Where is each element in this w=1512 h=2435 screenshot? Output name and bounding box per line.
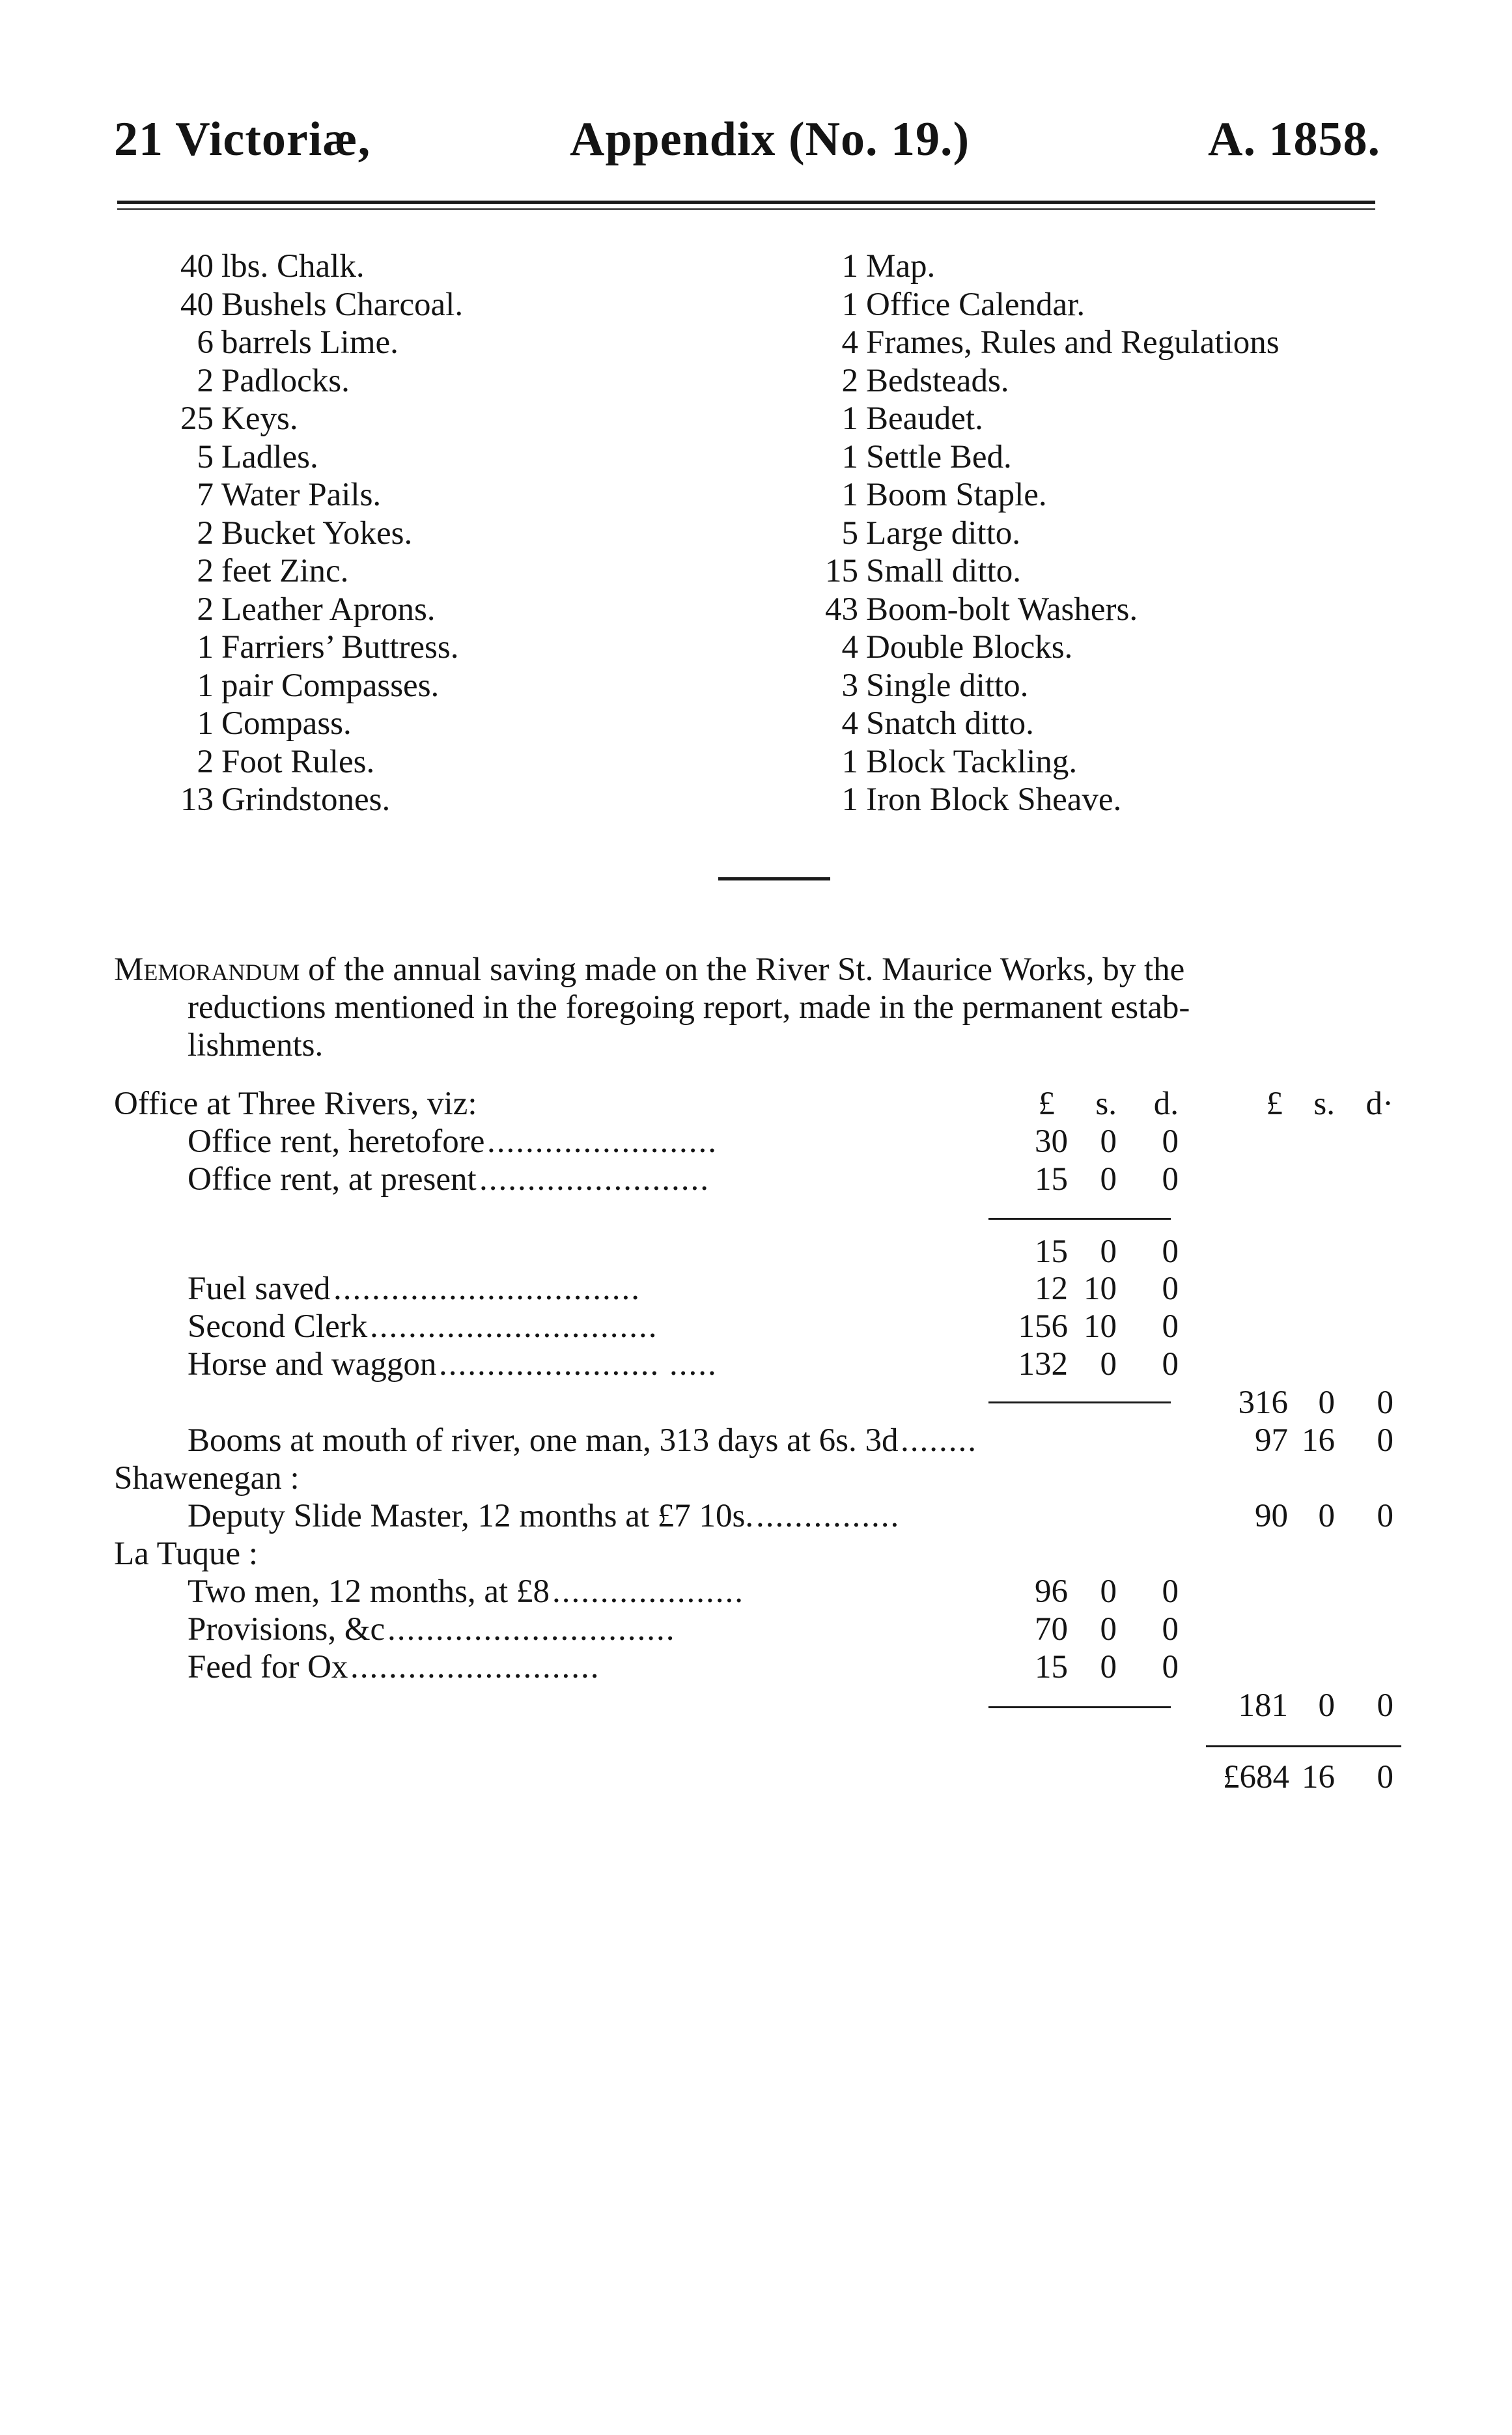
amount-pounds: 12	[1035, 1271, 1068, 1307]
inventory-item	[820, 400, 1280, 438]
leader-dots: ........................	[487, 1123, 718, 1160]
inventory-item	[820, 591, 1280, 629]
leader-dots: ....................	[552, 1573, 744, 1610]
inventory-description: Block Tackling.	[866, 743, 1078, 780]
line-item-label: Booms at mouth of river, one man, 313 days at 6s. 3d	[188, 1422, 899, 1459]
inventory-item	[820, 286, 1280, 324]
line-item-label: Horse and waggon	[188, 1346, 437, 1383]
amount-shillings: 10	[1084, 1308, 1117, 1345]
header-center: Appendix (No. 19.)	[570, 113, 970, 166]
inventory-description: Single ditto.	[866, 667, 1029, 704]
inventory-item	[176, 400, 463, 438]
inventory-item	[176, 324, 463, 362]
amount-pounds: 316	[1238, 1385, 1288, 1421]
line-item-label: Fuel saved	[188, 1271, 331, 1307]
col-header-pence: d.	[1153, 1086, 1179, 1122]
inventory-quantity: 2	[197, 514, 214, 552]
inventory-item	[820, 781, 1280, 819]
inventory-quantity: 1	[197, 705, 214, 742]
amount-pounds: 132	[1018, 1346, 1068, 1383]
inventory-description: Settle Bed.	[866, 438, 1012, 475]
col-header-pence-2: d·	[1365, 1086, 1393, 1122]
inventory-description: Boom Staple.	[866, 477, 1047, 513]
amount-shillings: 16	[1302, 1422, 1335, 1459]
inventory-quantity: 13	[180, 781, 214, 818]
inventory-quantity: 1	[841, 743, 858, 780]
inventory-description: barrels Lime.	[221, 324, 399, 361]
la-tuque-column-rule	[988, 1706, 1171, 1708]
inventory-description: Double Blocks.	[866, 629, 1073, 666]
inventory-right-column	[820, 247, 1280, 819]
inventory-quantity: 1	[197, 629, 214, 666]
amount-shillings: 0	[1100, 1611, 1117, 1648]
amount-pence: 0	[1162, 1233, 1179, 1270]
amount-pounds: 97	[1255, 1422, 1288, 1459]
amount-pounds: 181	[1238, 1687, 1288, 1724]
amount-pence: 0	[1377, 1687, 1393, 1724]
inventory-description: feet Zinc.	[221, 553, 349, 589]
inventory-quantity: 43	[825, 591, 858, 628]
inventory-quantity: 2	[197, 591, 214, 628]
amount-pence: 0	[1162, 1123, 1179, 1160]
leader-dots: ....................... .....	[439, 1346, 718, 1383]
amount-pence: 0	[1162, 1271, 1179, 1307]
inventory-description: Compass.	[221, 705, 352, 742]
inventory-item	[820, 476, 1280, 514]
inventory-item	[820, 705, 1280, 743]
section-divider	[718, 877, 830, 880]
memorandum-line-1	[114, 951, 1184, 989]
amount-pounds: 96	[1035, 1573, 1068, 1610]
inventory-quantity: 1	[197, 667, 214, 704]
amount-pence: 0	[1377, 1498, 1393, 1534]
amount-pounds: 30	[1035, 1123, 1068, 1160]
inventory-quantity: 1	[841, 438, 858, 475]
inventory-item	[820, 324, 1280, 362]
amount-pounds: 15	[1035, 1649, 1068, 1685]
leader-dots: ................................	[333, 1271, 641, 1307]
inventory-description: Map.	[866, 248, 936, 285]
inventory-item	[176, 667, 463, 705]
inventory-description: pair Compasses.	[221, 667, 440, 704]
amount-pence: 0	[1162, 1346, 1179, 1383]
amount-pounds: 15	[1035, 1233, 1068, 1270]
inventory-description: Padlocks.	[221, 362, 350, 399]
inventory-description: Frames, Rules and Regulations	[866, 324, 1280, 361]
line-item-label: Second Clerk	[188, 1308, 368, 1345]
office-heading: Office at Three Rivers, viz:	[114, 1086, 477, 1122]
inventory-item	[820, 362, 1280, 401]
amount-pounds: £684	[1223, 1759, 1289, 1795]
amount-shillings: 0	[1100, 1233, 1117, 1270]
header-rule-thick	[117, 201, 1375, 204]
inventory-item	[176, 628, 463, 667]
amount-pence: 0	[1162, 1611, 1179, 1648]
inventory-item	[176, 514, 463, 553]
inventory-quantity: 5	[197, 438, 214, 475]
inventory-quantity: 4	[841, 705, 858, 742]
inventory-quantity: 25	[180, 401, 214, 437]
inventory-quantity: 40	[180, 248, 214, 285]
amount-pounds: 15	[1035, 1161, 1068, 1198]
col-header-pound: £	[1038, 1086, 1055, 1122]
inventory-description: Leather Aprons.	[221, 591, 436, 628]
inventory-description: Iron Block Sheave.	[866, 781, 1122, 818]
header-rule-thin	[117, 208, 1375, 210]
inventory-quantity: 7	[197, 477, 214, 513]
inventory-quantity: 1	[841, 781, 858, 818]
amount-pence: 0	[1162, 1308, 1179, 1345]
inventory-item	[176, 705, 463, 743]
inventory-quantity: 1	[841, 401, 858, 437]
inventory-quantity: 2	[197, 553, 214, 589]
inventory-description: Beaudet.	[866, 401, 983, 437]
amount-shillings: 16	[1302, 1759, 1335, 1795]
line-item-label: Deputy Slide Master, 12 months at £7 10s.	[188, 1498, 754, 1534]
section-heading: La Tuque :	[114, 1536, 259, 1572]
inventory-item	[820, 552, 1280, 591]
inventory-item	[176, 591, 463, 629]
memorandum-line-3: lishments.	[188, 1027, 324, 1063]
inventory-item	[176, 362, 463, 401]
inventory-quantity: 6	[197, 324, 214, 361]
inventory-quantity: 2	[841, 362, 858, 399]
amount-pence: 0	[1377, 1422, 1393, 1459]
memorandum-lead: Memorandum	[114, 951, 300, 988]
inventory-description: lbs. Chalk.	[221, 248, 365, 285]
inventory-description: Boom-bolt Washers.	[866, 591, 1138, 628]
inventory-item	[176, 286, 463, 324]
inventory-quantity: 2	[197, 743, 214, 780]
inventory-item	[176, 552, 463, 591]
inventory-item	[176, 781, 463, 819]
col-header-shillings: s.	[1095, 1086, 1117, 1122]
inventory-quantity: 4	[841, 324, 858, 361]
amount-pence: 0	[1162, 1649, 1179, 1685]
leader-dots: ..............................	[370, 1308, 658, 1345]
inventory-description: Grindstones.	[221, 781, 391, 818]
inventory-item	[176, 247, 463, 286]
inventory-item	[820, 247, 1280, 286]
inventory-item	[176, 438, 463, 477]
line-item-label: Office rent, heretofore	[188, 1123, 485, 1160]
inventory-description: Water Pails.	[221, 477, 382, 513]
amount-shillings: 0	[1100, 1573, 1117, 1610]
inventory-quantity: 3	[841, 667, 858, 704]
line-item-label: Provisions, &c	[188, 1611, 385, 1648]
inventory-item	[820, 667, 1280, 705]
grand-total-rule	[1206, 1745, 1401, 1747]
inventory-item	[820, 438, 1280, 477]
inventory-quantity: 2	[197, 362, 214, 399]
inventory-description: Keys.	[221, 401, 298, 437]
memorandum-text-1: of the annual saving made on the River St. Maurice Works, by the	[300, 951, 1185, 988]
line-item-label: Office rent, at present	[188, 1161, 477, 1198]
memorandum-line-2: reductions mentioned in the foregoing report, made in the permanent estab-	[188, 989, 1190, 1026]
amount-shillings: 0	[1100, 1123, 1117, 1160]
amount-pence: 0	[1162, 1573, 1179, 1610]
inventory-description: Ladles.	[221, 438, 318, 475]
first-column-rule	[988, 1401, 1171, 1403]
header-right: A. 1858.	[1208, 113, 1380, 166]
inventory-description: Small ditto.	[866, 553, 1022, 589]
amount-pounds: 156	[1018, 1308, 1068, 1345]
inventory-item	[820, 743, 1280, 781]
amount-shillings: 0	[1318, 1385, 1335, 1421]
inventory-item	[176, 743, 463, 781]
inventory-item	[820, 514, 1280, 553]
inventory-description: Snatch ditto.	[866, 705, 1034, 742]
inventory-item	[820, 628, 1280, 667]
amount-shillings: 0	[1100, 1161, 1117, 1198]
amount-pence: 0	[1377, 1385, 1393, 1421]
amount-pence: 0	[1162, 1161, 1179, 1198]
amount-pence: 0	[1377, 1759, 1393, 1795]
inventory-quantity: 1	[841, 286, 858, 323]
amount-shillings: 10	[1084, 1271, 1117, 1307]
inventory-description: Large ditto.	[866, 514, 1020, 552]
amount-shillings: 0	[1318, 1498, 1335, 1534]
amount-pounds: 70	[1035, 1611, 1068, 1648]
leader-dots: ..............................	[387, 1611, 676, 1648]
inventory-description: Bedsteads.	[866, 362, 1009, 399]
inventory-description: Farriers’ Buttress.	[221, 629, 459, 666]
col-header-pound-2: £	[1266, 1086, 1283, 1122]
leader-dots: ........	[901, 1422, 977, 1459]
leader-dots: ...............	[756, 1498, 901, 1534]
inventory-description: Bucket Yokes.	[221, 514, 413, 552]
amount-shillings: 0	[1318, 1687, 1335, 1724]
inventory-quantity: 1	[841, 248, 858, 285]
inventory-quantity: 1	[841, 477, 858, 513]
inventory-item	[176, 476, 463, 514]
amount-shillings: 0	[1100, 1649, 1117, 1685]
line-item-label: Two men, 12 months, at £8	[188, 1573, 550, 1610]
inventory-quantity: 15	[825, 553, 858, 589]
inventory-description: Bushels Charcoal.	[221, 286, 464, 323]
section-heading: Shawenegan :	[114, 1460, 300, 1497]
amount-shillings: 0	[1100, 1346, 1117, 1383]
leader-dots: ..........................	[350, 1649, 600, 1685]
leader-dots: ........................	[479, 1161, 710, 1198]
amount-pounds: 90	[1255, 1498, 1288, 1534]
header-left: 21 Victoriæ,	[114, 113, 371, 166]
col-header-shillings-2: s.	[1313, 1086, 1335, 1122]
inventory-left-column	[176, 247, 463, 819]
office-subtotal-rule	[988, 1218, 1171, 1220]
inventory-description: Foot Rules.	[221, 743, 375, 780]
inventory-quantity: 5	[841, 514, 858, 552]
inventory-description: Office Calendar.	[866, 286, 1085, 323]
inventory-quantity: 40	[180, 286, 214, 323]
inventory-quantity: 4	[841, 629, 858, 666]
line-item-label: Feed for Ox	[188, 1649, 348, 1685]
